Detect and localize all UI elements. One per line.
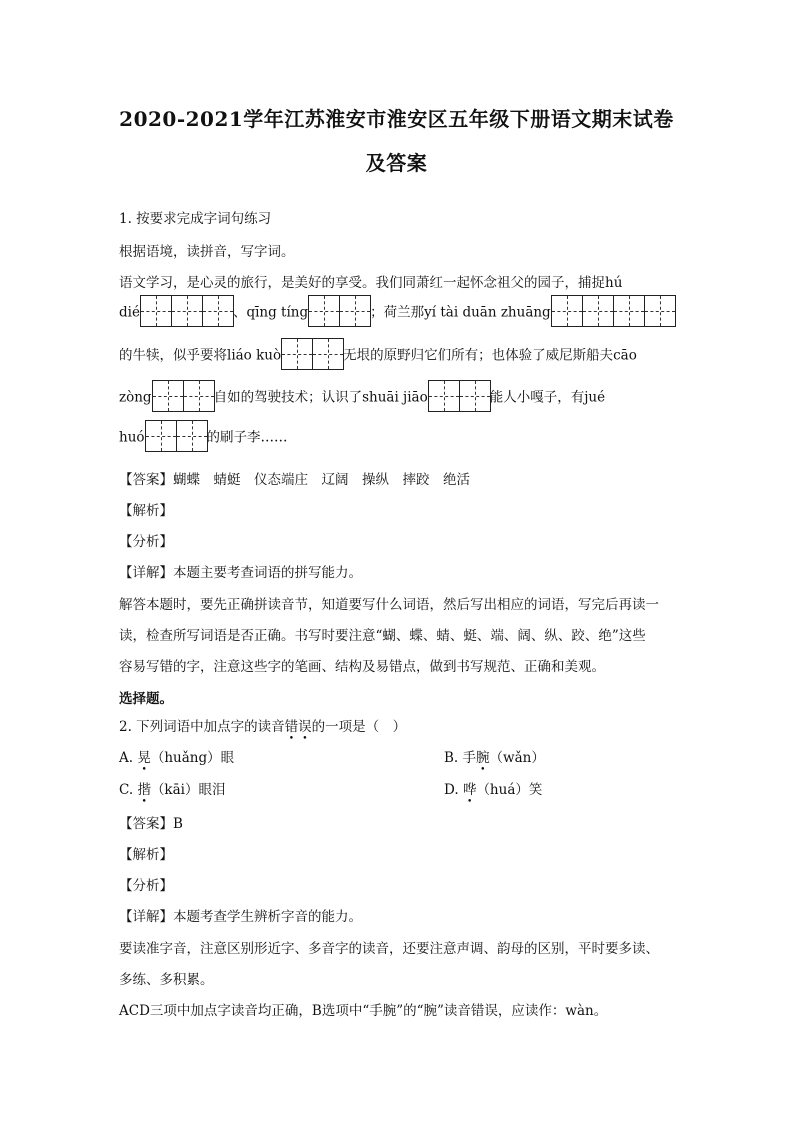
q2-explanation-3: ACD三项中加点字读音均正确，B选项中“手腕”的“腕”读音错误，应读作：wàn。 bbox=[119, 1003, 608, 1019]
q2-option-b[interactable] bbox=[444, 746, 545, 766]
q1-explanation-2: 读，检查所写词语是否正确。书写时要注意“蝴、蝶、蜻、蜓、端、阔、纵、跤、绝”这些 bbox=[119, 628, 646, 644]
q2-heading bbox=[119, 715, 406, 735]
q1-fenxi: 【分析】 bbox=[119, 534, 173, 550]
option-d-text: （huá）笑 bbox=[476, 782, 543, 798]
document-title-line-1: 2020-2021学年江苏淮安市淮安区五年级下册语文期末试卷 bbox=[119, 107, 674, 131]
option-d-label: D. bbox=[444, 782, 463, 798]
document-title-line-2: 及答案 bbox=[365, 151, 428, 175]
q1-passage-line-5 bbox=[119, 422, 288, 454]
writing-grid-qingting[interactable] bbox=[308, 295, 370, 327]
q1-explanation-1: 解答本题时，要先正确拼读音节，知道要写什么词语，然后写出相应的词语，写完后再读一 bbox=[119, 597, 659, 613]
q2-fenxi: 【分析】 bbox=[119, 878, 173, 894]
q2-option-d[interactable] bbox=[444, 778, 542, 798]
q2-heading-text: 2. 下列词语中加点字的读音 bbox=[119, 719, 285, 735]
q1-answer: 【答案】蝴蝶 蜻蜓 仪态端庄 辽阔 操纵 摔跤 绝活 bbox=[119, 472, 470, 488]
writing-grid-caozong[interactable] bbox=[152, 380, 214, 412]
q2-heading-suffix: 的一项是（ ） bbox=[311, 719, 407, 735]
q1-heading: 1. 按要求完成字词句练习 bbox=[119, 211, 272, 227]
q1-jiexi: 【解析】 bbox=[119, 503, 173, 519]
pinyin-huo: huó bbox=[119, 429, 145, 446]
q1-passage-line-2 bbox=[119, 297, 675, 329]
option-c-char: 揩 bbox=[137, 782, 151, 798]
q1-passage-line-4 bbox=[119, 382, 605, 414]
q1-xiangjie: 【详解】本题主要考查词语的拼写能力。 bbox=[119, 565, 362, 581]
q2-jiexi: 【解析】 bbox=[119, 847, 173, 863]
text-shuazi: 的刷子李…… bbox=[206, 429, 288, 446]
section-heading: 选择题。 bbox=[119, 691, 173, 707]
option-a-char: 晃 bbox=[137, 750, 151, 766]
q1-instruction: 根据语境，读拼音，写字词。 bbox=[119, 244, 295, 260]
q1-passage-line-1: 语文学习，是心灵的旅行，是美好的享受。我们同萧红一起怀念祖父的园子，捕捉hú bbox=[119, 275, 623, 291]
option-b-char: 腕 bbox=[476, 750, 490, 766]
option-c-label: C. bbox=[119, 782, 138, 798]
text-niudu: 的牛犊，似乎要将liáo kuò bbox=[119, 347, 282, 364]
text-jiashi: 自如的驾驶技术；认识了shuāi jiāo bbox=[213, 389, 428, 406]
pinyin-qingting: 、qīng tíng bbox=[232, 304, 309, 321]
option-c-text: （kāi）眼泪 bbox=[150, 782, 226, 798]
text-nengren: 能人小嘎子，有jué bbox=[489, 389, 606, 406]
writing-grid-yitaiduanzhuang[interactable] bbox=[551, 295, 675, 327]
writing-grid-shuaijiao[interactable] bbox=[428, 380, 490, 412]
q2-xiangjie: 【详解】本题考查学生辨析字音的能力。 bbox=[119, 909, 362, 925]
writing-grid-hudie[interactable] bbox=[140, 295, 233, 327]
pinyin-yitai: ；荷兰那yí tài duān zhuāng bbox=[370, 304, 551, 321]
q2-explanation-2: 多练、多积累。 bbox=[119, 972, 214, 988]
writing-grid-liaokuo[interactable] bbox=[281, 338, 343, 370]
q2-explanation-1: 要读准字音，注意区别形近字、多音字的读音，还要注意声调、韵母的区别，平时要多读、 bbox=[119, 941, 659, 957]
q2-answer: 【答案】B bbox=[119, 816, 183, 832]
option-a-text: （huǎng）眼 bbox=[150, 750, 235, 766]
q2-option-c[interactable] bbox=[119, 778, 225, 798]
option-d-char: 哗 bbox=[462, 782, 477, 798]
option-a-label: A. bbox=[119, 750, 138, 766]
pinyin-die: dié bbox=[119, 304, 140, 321]
q2-option-a[interactable] bbox=[119, 746, 234, 766]
q2-dotted-char-2: 误 bbox=[298, 719, 312, 735]
text-yuanye: 无垠的原野归它们所有；也体验了威尼斯船夫cāo bbox=[343, 347, 637, 364]
q1-passage-line-3 bbox=[119, 340, 637, 372]
option-b-label: B. 手 bbox=[444, 750, 477, 766]
pinyin-zong: zòng bbox=[119, 389, 152, 406]
writing-grid-juehuo[interactable] bbox=[145, 420, 207, 452]
q1-explanation-3: 容易写错的字，注意这些字的笔画、结构及易错点，做到书写规范、正确和美观。 bbox=[119, 659, 605, 675]
q2-dotted-char-1: 错 bbox=[284, 719, 299, 735]
option-b-text: （wǎn） bbox=[489, 750, 545, 766]
